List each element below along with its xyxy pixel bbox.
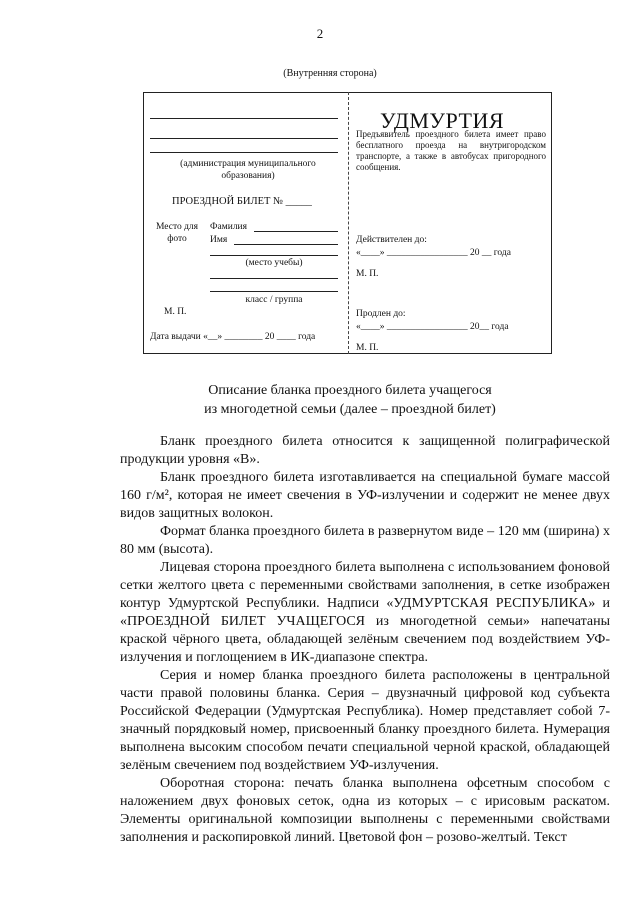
document-title-line-2: из многодетной семьи (далее – проездной билет) bbox=[204, 402, 496, 417]
surname-line bbox=[254, 231, 338, 232]
admin-blank-line-2 bbox=[150, 138, 338, 139]
holder-rights-text: Предъявитель проездного билета имеет право бесплатного проезда на внутригородском транспорте, а также в автобусах пригородного сообщения. bbox=[356, 129, 546, 172]
issue-date: Дата выдачи «__» ________ 20 ____ года bbox=[150, 332, 316, 342]
region-heading: УДМУРТИЯ bbox=[380, 108, 505, 133]
name-line bbox=[234, 244, 338, 245]
name-label: Имя bbox=[210, 235, 228, 245]
paragraph-3: Формат бланка проездного билета в развернутом виде – 120 мм (ширина) х 80 мм (высота). bbox=[120, 524, 610, 557]
class-group-caption: класс / группа bbox=[245, 295, 303, 305]
mp-right-2: М. П. bbox=[356, 343, 379, 353]
paragraph-4: Лицевая сторона проездного билета выполнена с использованием фоновой сетки желтого цвета с переменными свойствами заполнения, в сетке изображен контур Удмуртской Республики. Надписи «УДМУРТСКАЯ РЕСПУБЛИКА» и «ПРОЕЗДНОЙ БИЛЕТ УЧАЩЕГОСЯ из многодетной семьи» напечатаны краской чёрного цвета, обладающей зелёным свечением под воздействием УФ-излучения и поглощением в ИК-диапазоне спектра. bbox=[120, 560, 610, 665]
mp-left: М. П. bbox=[164, 307, 187, 317]
paragraph-5: Серия и номер бланка проездного билета расположены в центральной части правой половины бланка. Серия – двузначный цифровой код субъекта Российской Федерации (Удмуртская Республика). Номер представляет собой 7-значный порядковый номер, присвоенный бланку проездного билета. Нумерация выполнена высоким способом печати специальной черной краской, обладающей зелёным свечением под воздействием УФ-излучения. bbox=[120, 668, 610, 773]
extended-until-date: «____» _________________ 20__ года bbox=[356, 322, 509, 332]
description-body bbox=[120, 433, 610, 847]
paragraph-6: Оборотная сторона: печать бланка выполнена офсетным способом с наложением двух фоновых сеток, одна из которых – с ирисовым раскатом. Элементы оригинальной композиции выполнены с переменными свойствами заполнения и раскопировкой линий. Цветовой фон – розово-желтый. Текст bbox=[120, 776, 610, 845]
admin-blank-line-1 bbox=[150, 118, 338, 119]
document-title-line-1: Описание бланка проездного билета учащегося bbox=[208, 383, 492, 398]
admin-caption: (администрация муниципального образования) bbox=[180, 159, 316, 181]
photo-placeholder: Место для фото bbox=[155, 222, 199, 244]
side-label: (Внутренняя сторона) bbox=[283, 68, 377, 79]
valid-until-label: Действителен до: bbox=[356, 235, 427, 245]
paragraph-1: Бланк проездного билета относится к защищенной полиграфической продукции уровня «В». bbox=[120, 434, 610, 467]
valid-until-date: «____» _________________ 20 __ года bbox=[356, 248, 511, 258]
surname-label: Фамилия bbox=[210, 222, 248, 232]
mp-right-1: М. П. bbox=[356, 269, 379, 279]
document-title bbox=[0, 381, 640, 419]
study-place-caption: (место учебы) bbox=[245, 258, 303, 268]
ticket-divider bbox=[348, 92, 349, 354]
paragraph-2: Бланк проездного билета изготавливается на специальной бумаге массой 160 г/м², которая не имеет свечения в УФ-излучении и содержит не менее двух видов защитных волокон. bbox=[120, 470, 610, 521]
admin-blank-line-3 bbox=[150, 152, 338, 153]
study-place-line-2 bbox=[210, 291, 338, 292]
extended-until-label: Продлен до: bbox=[356, 309, 406, 319]
extra-line bbox=[210, 255, 338, 256]
page-number: 2 bbox=[316, 26, 324, 41]
ticket-number-label: ПРОЕЗДНОЙ БИЛЕТ № _____ bbox=[172, 196, 312, 207]
study-place-line-1 bbox=[210, 278, 338, 279]
